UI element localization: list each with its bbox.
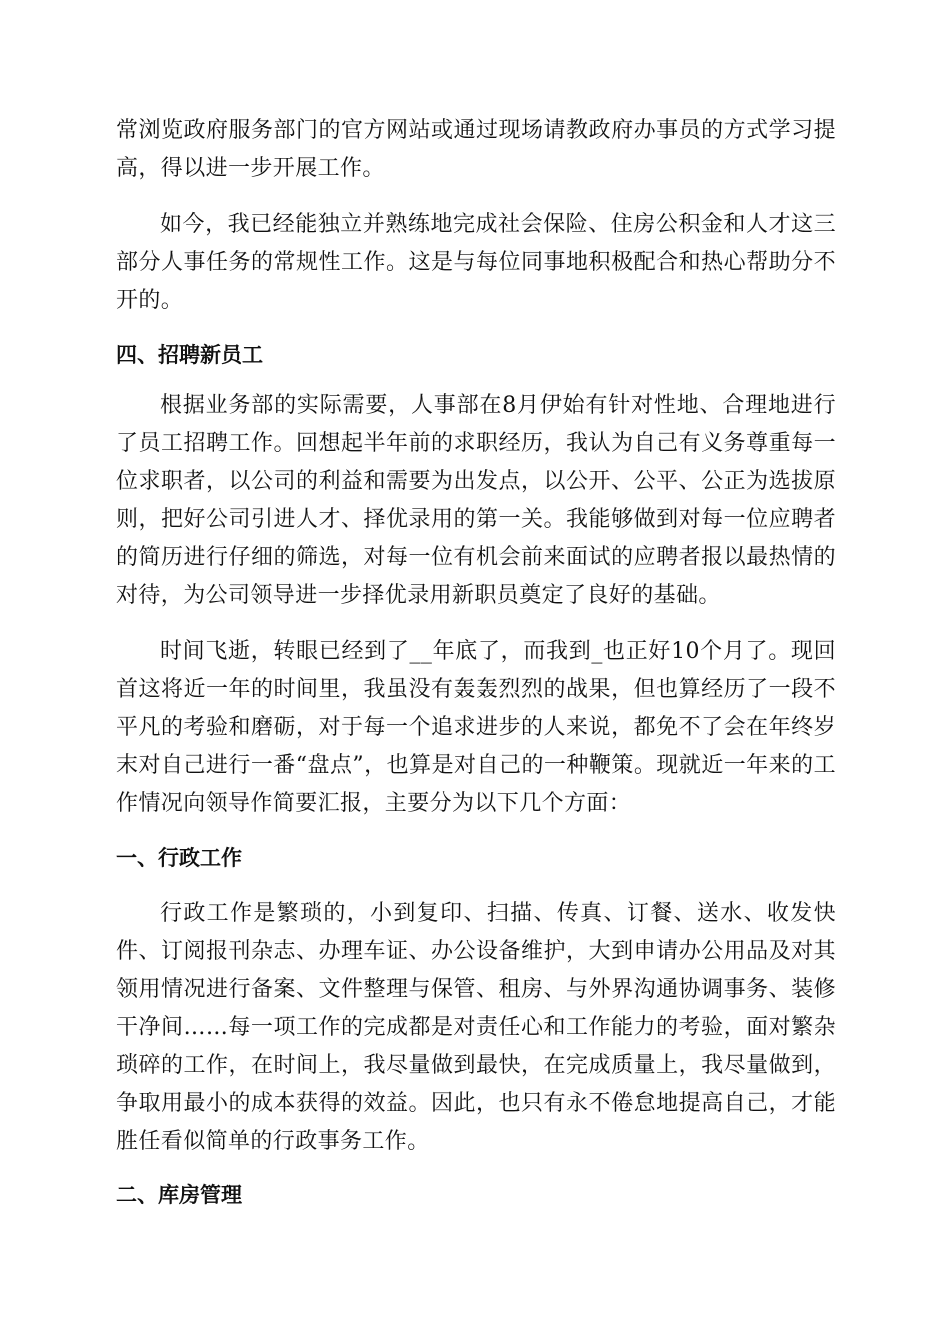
paragraph-recruitment: 根据业务部的实际需要，人事部在8月伊始有针对性地、合理地进行了员工招聘工作。回想起半年前的求职经历，我认为自己有义务尊重每一位求职者，以公司的利益和需要为出发点，以公开、公平、公正为选拔原则，把好公司引进人才、择优录用的第一关。我能够做到对每一位应聘者的简历进行仔细的筛选，对每一位有机会前来面试的应聘者报以最热情的对待，为公司领导进一步择优录用新职员奠定了良好的基础。 xyxy=(116,393,836,608)
paragraph-continuation: 常浏览政府服务部门的官方网站或通过现场请教政府办事员的方式学习提高，得以进一步开展工作。 xyxy=(116,118,836,181)
section-heading-recruitment: 四、招聘新员工 xyxy=(116,343,263,367)
paragraph-year-summary: 时间飞逝，转眼已经到了__年底了，而我到_也正好10个月了。现回首这将近一年的时间里，我虽没有轰轰烈烈的战果，但也算经历了一段不平凡的考验和磨砺，对于每一个追求进步的人来说，都免不了会在年终岁末对自己进行一番“盘点”，也算是对自己的一种鞭策。现就近一年来的工作情况向领导作简要汇报，主要分为以下几个方面： xyxy=(116,639,836,816)
paragraph-skills: 如今，我已经能独立并熟练地完成社会保险、住房公积金和人才这三部分人事任务的常规性工作。这是与每位同事地积极配合和热心帮助分不开的。 xyxy=(116,212,836,313)
paragraph-admin-work: 行政工作是繁琐的，小到复印、扫描、传真、订餐、送水、收发快件、订阅报刊杂志、办理车证、办公设备维护，大到申请办公用品及对其领用情况进行备案、文件整理与保管、租房、与外界沟通协调事务、装修干净间……每一项工作的完成都是对责任心和工作能力的考验，面对繁杂琐碎的工作，在时间上，我尽量做到最快，在完成质量上，我尽量做到，争取用最小的成本获得的效益。因此，也只有永不倦怠地提高自己，才能胜任看似简单的行政事务工作。 xyxy=(116,901,836,1154)
section-heading-admin: 一、行政工作 xyxy=(116,846,242,870)
section-heading-warehouse: 二、库房管理 xyxy=(116,1183,242,1207)
